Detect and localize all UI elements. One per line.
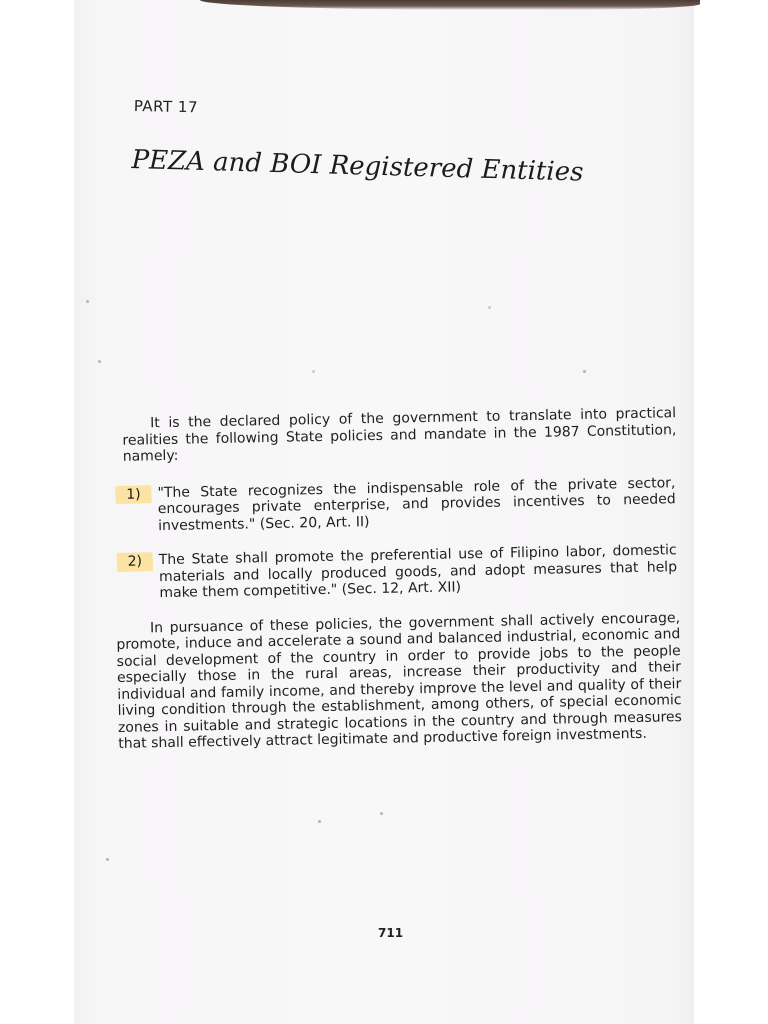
paper-speck [488,306,491,309]
body-text [112,405,682,752]
policy-list [113,475,679,603]
list-item-text: "The State recognizes the indispensable role of the private sector, encourages private enterprise, and provides incentives to needed investments." (Sec. 20, Art. II) [157,474,676,534]
list-item [113,475,678,535]
paper-speck [312,370,315,373]
list-number-highlight: 2) [117,552,153,571]
list-item-text: The State shall promote the preferential use of Filipino labor, domestic materials and locally produced goods, and adopt measures that help make them competitive." (Sec. 12, Art. XII) [158,542,678,602]
policy-paragraph: In pursuance of these policies, the government shall actively encourage, promote, induce and accelerate a sound and balanced industrial, economic and social development of the country in order to provide jobs to the people especially those in the rural areas, increase their productivity and their individual and family income, and thereby improve the level and quality of their living condition through the establishment, among others, of special economic zones in suitable and strategic locations in the country and through measures that shall effectively attract legitimate and productive foreign investments. [116,609,683,752]
paper-speck [86,300,89,303]
paper-speck [98,360,101,363]
list-number-highlight: 1) [115,485,151,504]
list-item [115,542,680,602]
paper-speck [583,370,586,373]
paper-speck [380,812,383,815]
paper-speck [318,820,321,823]
part-label: PART 17 [133,97,199,117]
chapter-title: PEZA and BOI Registered Entities [131,145,584,188]
paper-speck [106,858,109,861]
page-number: 711 [378,926,404,940]
intro-paragraph: It is the declared policy of the government to translate into practical realities the following State policies and mandate in the 1987 Constitution, namely: [122,405,677,465]
